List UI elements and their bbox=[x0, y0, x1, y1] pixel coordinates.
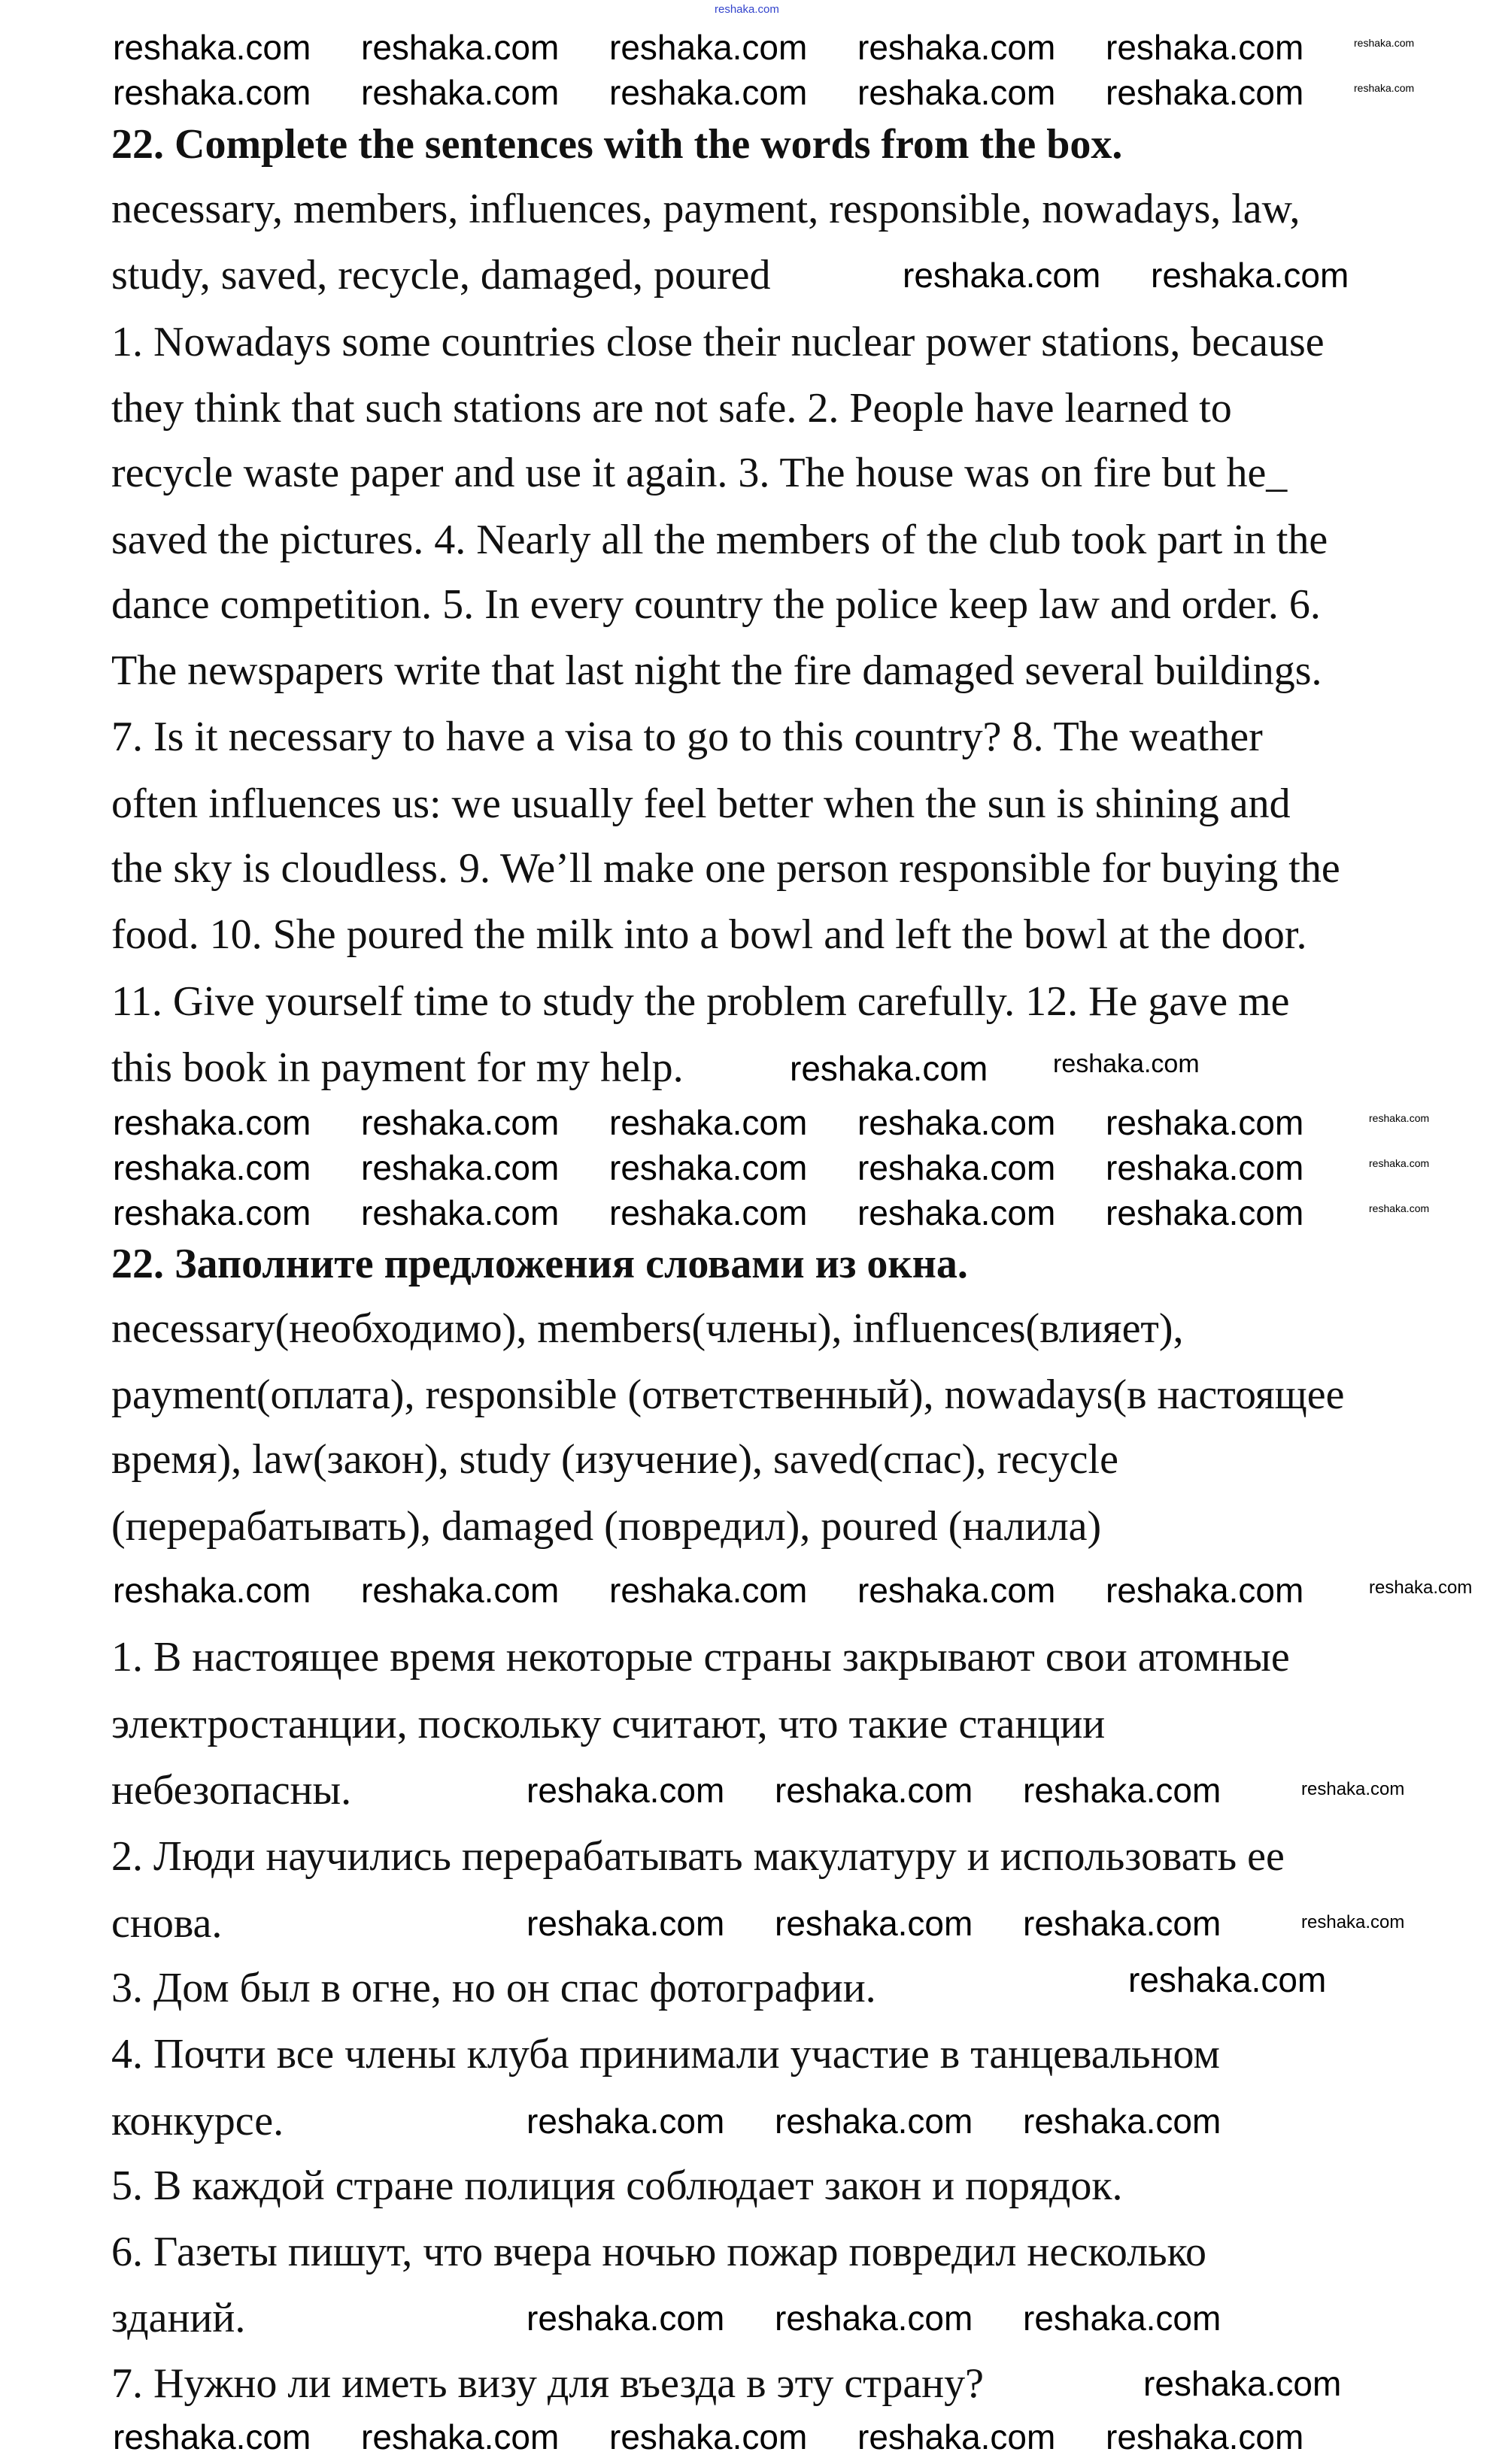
watermark-text: reshaka.com bbox=[113, 28, 311, 67]
english-text-line: necessary, members, influences, payment, responsible, nowadays, law, bbox=[111, 186, 1300, 232]
watermark-text: reshaka.com bbox=[857, 73, 1056, 112]
watermark-text: reshaka.com bbox=[1354, 82, 1415, 94]
watermark-text: reshaka.com bbox=[857, 28, 1056, 67]
watermark-text: reshaka.com bbox=[775, 1771, 973, 1810]
watermark-text: reshaka.com bbox=[1053, 1050, 1200, 1078]
word-box-line: payment(оплата), responsible (ответственный), nowadays(в настоящее bbox=[111, 1371, 1345, 1418]
russian-text-line: небезопасны. bbox=[111, 1767, 352, 1814]
word-box-line: (перерабатывать), damaged (повредил), poured (налила) bbox=[111, 1503, 1102, 1550]
watermark-text: reshaka.com bbox=[1023, 2299, 1221, 2338]
watermark-text: reshaka.com bbox=[113, 1148, 311, 1187]
watermark-text: reshaka.com bbox=[775, 2102, 973, 2141]
english-text-line: often influences us: we usually feel better when the sun is shining and bbox=[111, 780, 1291, 827]
watermark-text: reshaka.com bbox=[1106, 1148, 1304, 1187]
watermark-text: reshaka.com bbox=[361, 1193, 560, 1232]
word-box-line: necessary(необходимо), members(члены), influences(влияет), bbox=[111, 1305, 1184, 1352]
watermark-text: reshaka.com bbox=[790, 1049, 988, 1088]
english-text-line: they think that such stations are not safe. 2. People have learned to bbox=[111, 385, 1232, 432]
watermark-text: reshaka.com bbox=[1143, 2364, 1342, 2403]
watermark-text: reshaka.com bbox=[113, 1193, 311, 1232]
watermark-text: reshaka.com bbox=[609, 1571, 808, 1610]
russian-text-line: 7. Нужно ли иметь визу для въезда в эту страну? bbox=[111, 2360, 985, 2407]
english-text-line: The newspapers write that last night the fire damaged several buildings. bbox=[111, 647, 1322, 694]
russian-text-line: конкурсе. bbox=[111, 2098, 284, 2144]
english-text-line: saved the pictures. 4. Nearly all the members of the club took part in the bbox=[111, 517, 1328, 563]
english-text-line: the sky is cloudless. 9. We’ll make one person responsible for buying the bbox=[111, 845, 1340, 892]
russian-text-line: 6. Газеты пишут, что вчера ночью пожар повредил несколько bbox=[111, 2229, 1206, 2275]
watermark-text: reshaka.com bbox=[1301, 1779, 1405, 1799]
english-text-line: 11. Give yourself time to study the problem carefully. 12. He gave me bbox=[111, 978, 1290, 1025]
watermark-text: reshaka.com bbox=[1369, 1202, 1430, 1214]
russian-text-line: 2. Люди научились перерабатывать макулатуру и использовать ее bbox=[111, 1833, 1285, 1880]
watermark-text: reshaka.com bbox=[857, 1193, 1056, 1232]
site-link[interactable]: reshaka.com bbox=[715, 3, 779, 16]
watermark-text: reshaka.com bbox=[775, 2299, 973, 2338]
watermark-text: reshaka.com bbox=[609, 1103, 808, 1142]
watermark-text: reshaka.com bbox=[527, 1771, 725, 1810]
watermark-text: reshaka.com bbox=[361, 1103, 560, 1142]
watermark-text: reshaka.com bbox=[1106, 1103, 1304, 1142]
watermark-text: reshaka.com bbox=[857, 2417, 1056, 2456]
english-text-line: 1. Nowadays some countries close their nuclear power stations, because bbox=[111, 319, 1325, 365]
english-text-line: study, saved, recycle, damaged, poured bbox=[111, 252, 771, 299]
watermark-text: reshaka.com bbox=[1106, 1571, 1304, 1610]
watermark-text: reshaka.com bbox=[361, 1571, 560, 1610]
watermark-text: reshaka.com bbox=[361, 1148, 560, 1187]
exercise-title-english: 22. Complete the sentences with the words from the box. bbox=[111, 121, 1123, 168]
watermark-text: reshaka.com bbox=[1023, 1904, 1221, 1943]
watermark-text: reshaka.com bbox=[1369, 1112, 1430, 1124]
watermark-text: reshaka.com bbox=[1369, 1578, 1473, 1598]
watermark-text: reshaka.com bbox=[609, 1148, 808, 1187]
watermark-text: reshaka.com bbox=[113, 1571, 311, 1610]
word-box-line: время), law(закон), study (изучение), saved(спас), recycle bbox=[111, 1436, 1118, 1483]
watermark-text: reshaka.com bbox=[1106, 1193, 1304, 1232]
watermark-text: reshaka.com bbox=[775, 1904, 973, 1943]
exercise-title-russian: 22. Заполните предложения словами из окна. bbox=[111, 1241, 968, 1287]
watermark-text: reshaka.com bbox=[113, 2417, 311, 2456]
watermark-text: reshaka.com bbox=[857, 1103, 1056, 1142]
russian-text-line: зданий. bbox=[111, 2295, 246, 2341]
russian-text-line: снова. bbox=[111, 1900, 223, 1947]
watermark-text: reshaka.com bbox=[1354, 37, 1415, 49]
watermark-text: reshaka.com bbox=[1106, 28, 1304, 67]
watermark-text: reshaka.com bbox=[857, 1571, 1056, 1610]
watermark-text: reshaka.com bbox=[361, 28, 560, 67]
russian-text-line: 4. Почти все члены клуба принимали участие в танцевальном bbox=[111, 2031, 1220, 2078]
watermark-text: reshaka.com bbox=[609, 28, 808, 67]
watermark-text: reshaka.com bbox=[113, 73, 311, 112]
watermark-text: reshaka.com bbox=[1023, 1771, 1221, 1810]
english-text-line: food. 10. She poured the milk into a bowl and left the bowl at the door. bbox=[111, 911, 1307, 958]
russian-text-line: 1. В настоящее время некоторые страны закрывают свои атомные bbox=[111, 1634, 1290, 1681]
watermark-text: reshaka.com bbox=[1106, 2417, 1304, 2456]
watermark-text: reshaka.com bbox=[527, 1904, 725, 1943]
watermark-text: reshaka.com bbox=[1106, 73, 1304, 112]
russian-text-line: электростанции, поскольку считают, что такие станции bbox=[111, 1701, 1106, 1747]
watermark-text: reshaka.com bbox=[609, 1193, 808, 1232]
watermark-text: reshaka.com bbox=[609, 73, 808, 112]
english-text-line: dance competition. 5. In every country the police keep law and order. 6. bbox=[111, 581, 1321, 628]
watermark-text: reshaka.com bbox=[1301, 1912, 1405, 1932]
russian-text-line: 5. В каждой стране полиция соблюдает закон и порядок. bbox=[111, 2162, 1123, 2209]
watermark-text: reshaka.com bbox=[527, 2102, 725, 2141]
watermark-text: reshaka.com bbox=[609, 2417, 808, 2456]
watermark-text: reshaka.com bbox=[113, 1103, 311, 1142]
watermark-text: reshaka.com bbox=[1023, 2102, 1221, 2141]
russian-text-line: 3. Дом был в огне, но он спас фотографии. bbox=[111, 1965, 876, 2011]
watermark-text: reshaka.com bbox=[857, 1148, 1056, 1187]
watermark-text: reshaka.com bbox=[1128, 1960, 1327, 1999]
english-text-line: this book in payment for my help. bbox=[111, 1044, 684, 1091]
watermark-text: reshaka.com bbox=[903, 256, 1101, 295]
watermark-text: reshaka.com bbox=[361, 73, 560, 112]
watermark-text: reshaka.com bbox=[361, 2417, 560, 2456]
watermark-text: reshaka.com bbox=[1151, 256, 1349, 295]
english-text-line: recycle waste paper and use it again. 3. The house was on fire but he_ bbox=[111, 450, 1288, 496]
english-text-line: 7. Is it necessary to have a visa to go to this country? 8. The weather bbox=[111, 714, 1263, 760]
watermark-text: reshaka.com bbox=[527, 2299, 725, 2338]
watermark-text: reshaka.com bbox=[1369, 1157, 1430, 1169]
